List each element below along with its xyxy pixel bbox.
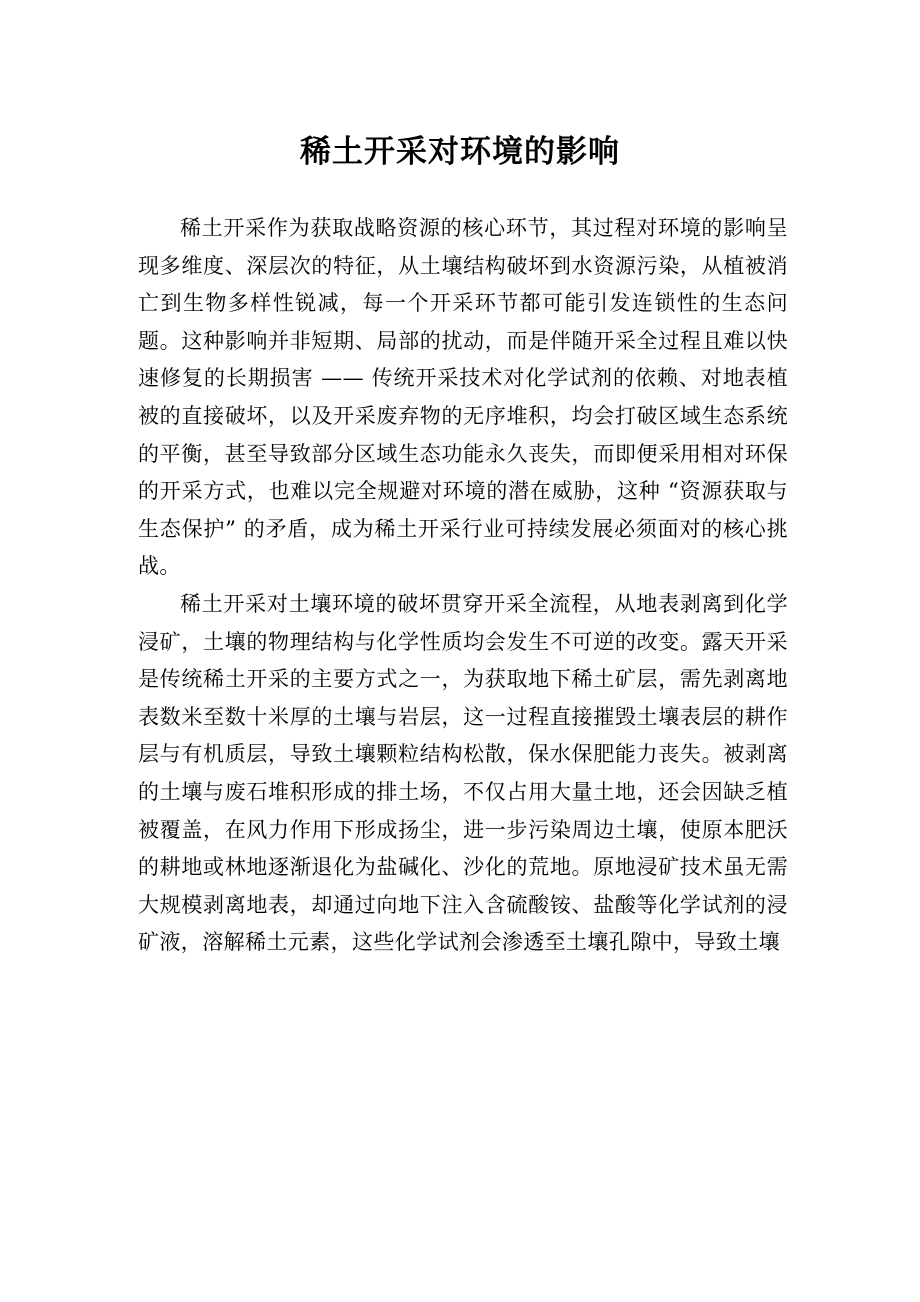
paragraph-soil-damage: 稀土开采对土壤环境的破坏贯穿开采全流程，从地表剥离到化学浸矿，土壤的物理结构与化学性质均会发生不可逆的改变。露天开采是传统稀土开采的主要方式之一，为获取地下稀土矿层，需先剥离地表数米至数十米厚的土壤与岩层，这一过程直接摧毁土壤表层的耕作层与有机质层，导致土壤颗粒结构松散，保水保肥能力丧失。被剥离的土壤与废石堆积形成的排土场，不仅占用大量土地，还会因缺乏植被覆盖，在风力作用下形成扬尘，进一步污染周边土壤，使原本肥沃的耕地或林地逐渐退化为盐碱化、沙化的荒地。原地浸矿技术虽无需大规模剥离地表，却通过向地下注入含硫酸铵、盐酸等化学试剂的浸矿液，溶解稀土元素，这些化学试剂会渗透至土壤孔隙中，导致土壤 [138, 591, 788, 955]
document-body [138, 210, 788, 962]
paragraph-intro: 稀土开采作为获取战略资源的核心环节，其过程对环境的影响呈现多维度、深层次的特征，从土壤结构破坏到水资源污染，从植被消亡到生物多样性锐减，每一个开采环节都可能引发连锁性的生态问题。这种影响并非短期、局部的扰动，而是伴随开采全过程且难以快速修复的长期损害 —— 传统开采技术对化学试剂的依赖、对地表植被的直接破坏，以及开采废弃物的无序堆积，均会打破区域生态系统的平衡，甚至导致部分区域生态功能永久丧失，而即便采用相对环保的开采方式，也难以完全规避对环境的潜在威胁，这种 “资源获取与生态保护” 的矛盾，成为稀土开采行业可持续发展必须面对的核心挑战。 [138, 216, 788, 579]
document-title: 稀土开采对环境的影响 [300, 134, 620, 170]
